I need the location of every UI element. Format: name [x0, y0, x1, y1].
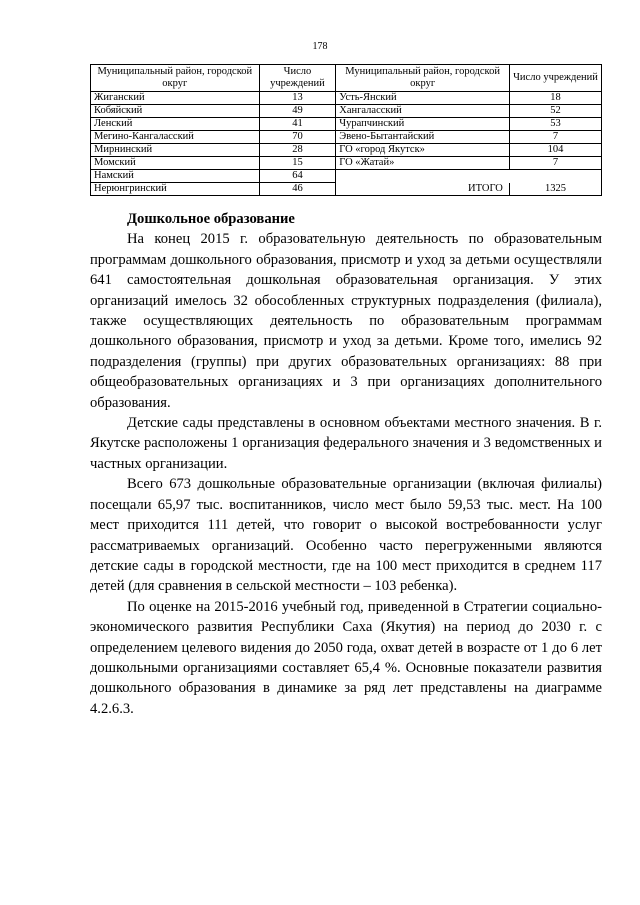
district-name: Момский — [91, 157, 260, 170]
district-name: Нерюнгринский — [91, 183, 260, 196]
total-cell-group — [336, 170, 602, 196]
institution-count: 46 — [259, 183, 336, 196]
district-name: Намский — [91, 170, 260, 183]
institution-count: 64 — [259, 170, 336, 183]
page-number: 178 — [312, 41, 328, 52]
paragraph: По оценке на 2015-2016 учебный год, приведенной в Стратегии социально-экономического развития Республики Саха (Якутия) на период до 2030 г. с определением целевого видения до 2050 года, охват детей в возрасте от 1 до 6 лет дошкольными организациями составляет 65,4 %. Основные показатели развития дошкольного образования в динамике за ряд лет представлены на диаграмме 4.2.6.3. — [90, 598, 602, 717]
institution-count: 53 — [510, 118, 602, 131]
district-name: Усть-Янский — [336, 92, 510, 105]
table-row — [91, 92, 602, 105]
district-name: Мирнинский — [91, 144, 260, 157]
total-subtable — [336, 183, 601, 195]
institution-count: 52 — [510, 105, 602, 118]
body-text — [90, 209, 602, 719]
header-count-left: Число учреждений — [259, 65, 336, 92]
table-row — [91, 157, 602, 170]
institution-count: 41 — [259, 118, 336, 131]
total-label: ИТОГО — [336, 183, 509, 195]
district-name: ГО «город Якутск» — [336, 144, 510, 157]
paragraph: На конец 2015 г. образовательную деятельность по образовательным программам дошкольного образования, присмотр и уход за детьми осуществляли 641 самостоятельная дошкольная образовательная организация. У этих организаций имелось 32 обособленных структурных подразделения (филиала), также осуществляющих деятельность по образовательным программам дошкольного образования, присмотр и уход за детьми. Кроме того, имелись 92 подразделения (группы) при других образовательных организациях: 88 при общеобразовательных организациях и 3 при организациях дополнительного образования. — [90, 231, 602, 411]
district-name: Кобяйский — [91, 105, 260, 118]
institution-count: 15 — [259, 157, 336, 170]
institution-count: 7 — [510, 157, 602, 170]
table-row — [91, 105, 602, 118]
district-name: Эвено-Бытантайский — [336, 131, 510, 144]
total-value: 1325 — [544, 183, 566, 194]
institution-count: 7 — [510, 131, 602, 144]
header-district-left: Муниципальный район, городской округ — [91, 65, 260, 92]
institution-count: 49 — [259, 105, 336, 118]
district-name: Хангаласский — [336, 105, 510, 118]
institution-count: 70 — [259, 131, 336, 144]
section-title: Дошкольное образование — [127, 211, 295, 227]
paragraph: Всего 673 дошкольные образовательные организации (включая филиалы) посещали 65,97 тыс. воспитанников, число мест было 59,53 тыс. мест. На 100 мест приходится 111 детей, что говорит о высокой востребованности услуг рассматриваемых организаций. Особенно часто перегруженными являются детские сады в городской местности, где на 100 мест приходится в среднем 117 детей (для сравнения в сельской местности – 103 ребенка). — [90, 476, 602, 595]
table-header-row — [91, 65, 602, 92]
district-name: Мегино-Кангаласский — [91, 131, 260, 144]
header-count-right: Число учреждений — [510, 65, 602, 92]
table-row — [91, 144, 602, 157]
district-name: Жиганский — [91, 92, 260, 105]
table-row — [91, 131, 602, 144]
institution-count: 104 — [510, 144, 602, 157]
table-row — [91, 118, 602, 131]
institution-count: 18 — [510, 92, 602, 105]
district-name: ГО «Жатай» — [336, 157, 510, 170]
institutions-table — [90, 64, 602, 196]
header-district-right: Муниципальный район, городской округ — [336, 65, 510, 92]
table-row — [91, 170, 602, 183]
institution-count: 13 — [259, 92, 336, 105]
institution-count: 28 — [259, 144, 336, 157]
paragraph: Детские сады представлены в основном объектами местного значения. В г. Якутске расположены 1 организация федерального значения и 3 ведомственных и частных организации. — [90, 415, 602, 472]
district-name: Чурапчинский — [336, 118, 510, 131]
district-name: Ленский — [91, 118, 260, 131]
